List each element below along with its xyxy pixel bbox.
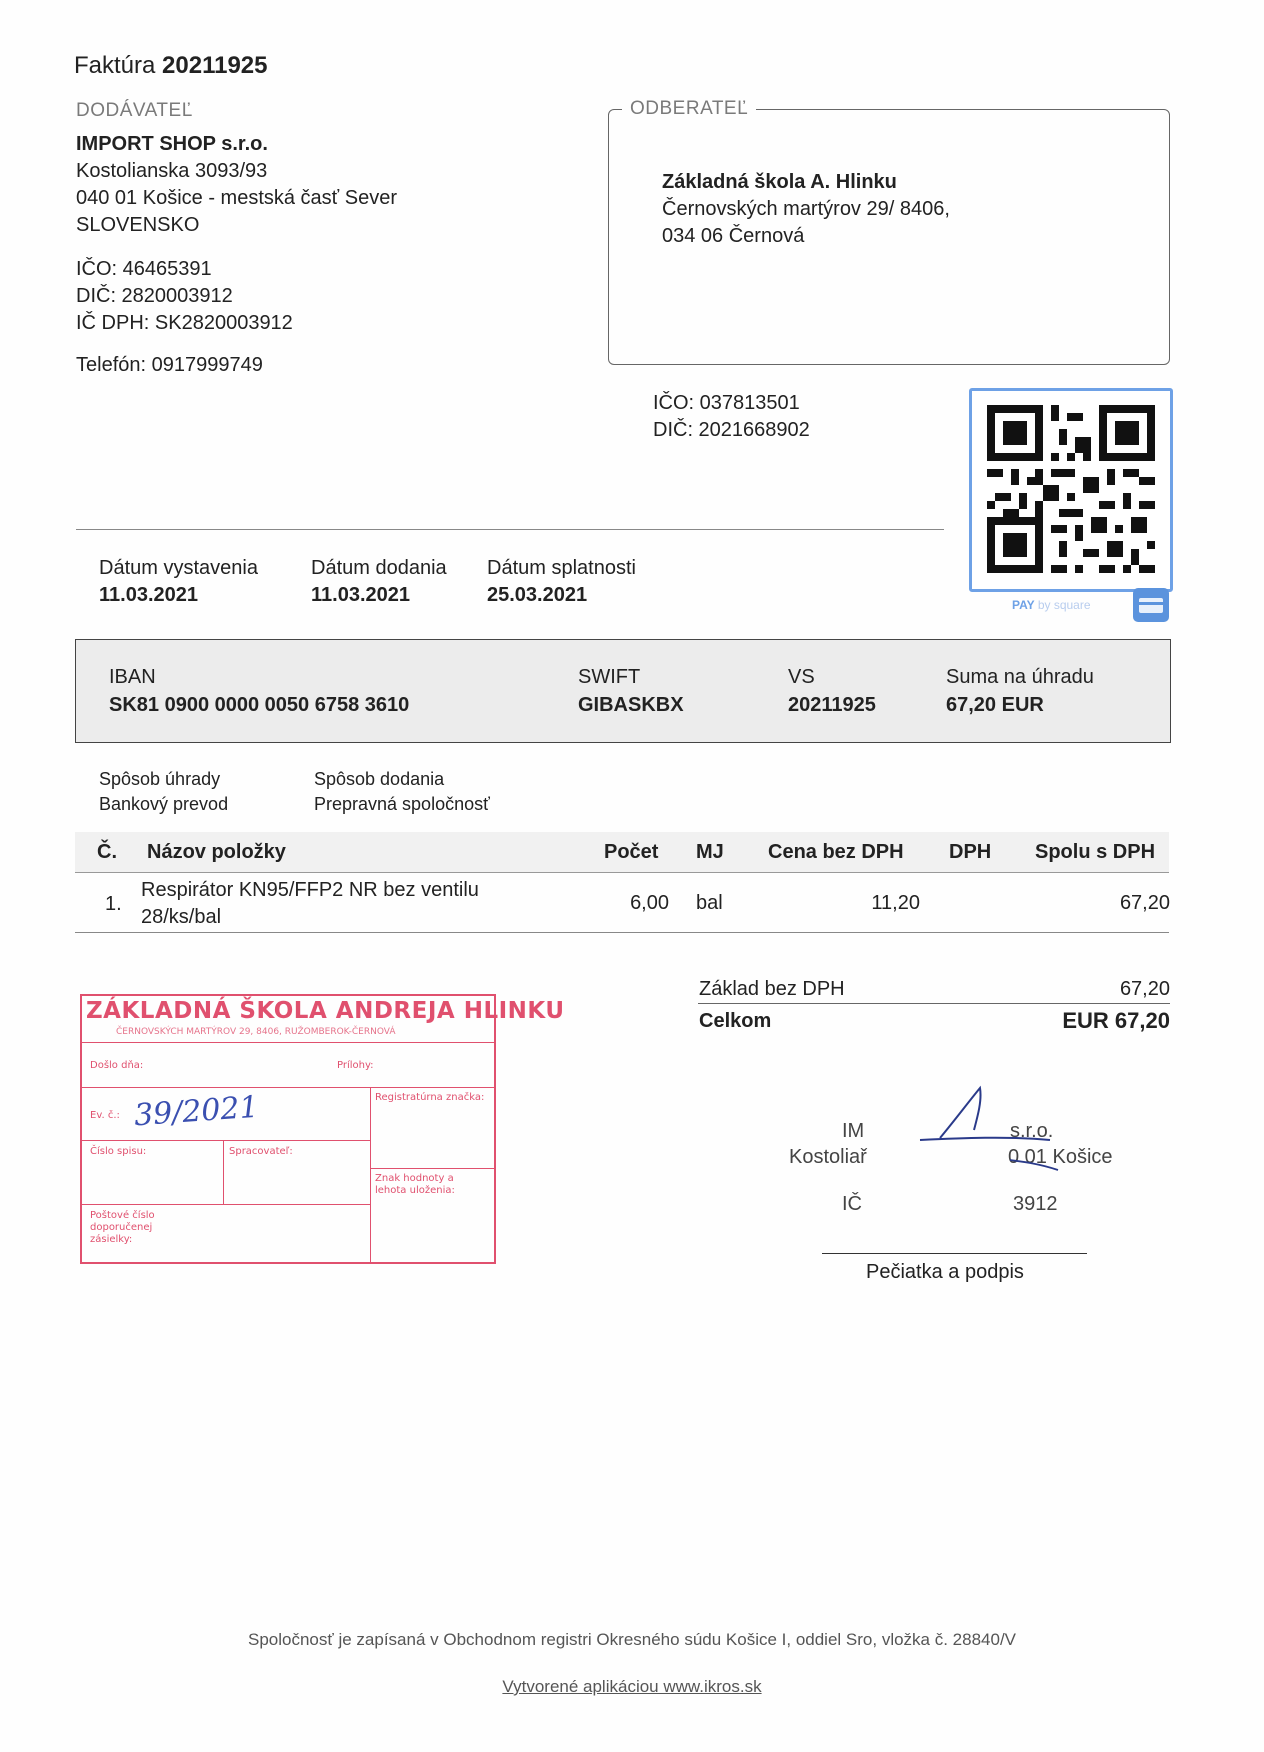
stamp-vline-mid [223, 1140, 224, 1204]
row-name-line1: Respirátor KN95/FFP2 NR bez ventilu [141, 879, 479, 901]
supplier-country: SLOVENSKO [76, 214, 200, 236]
by-square-caption: by square [1037, 598, 1091, 612]
stamp-postove: Poštové číslo doporučenej zásielky: [90, 1210, 155, 1245]
stamp-subtitle: ČERNOVSKÝCH MARTÝROV 29, 8406, RUŽOMBEROK-ČERNOVÁ [116, 1027, 396, 1037]
invoice-title [74, 52, 268, 80]
col-total: Spolu s DPH [1035, 841, 1156, 863]
col-unit: MJ [696, 841, 724, 863]
swift-value: GIBASKBX [578, 694, 684, 716]
footer-registry: Spoločnosť je zapísaná v Obchodnom registri Okresného súdu Košice I, oddiel Sro, vložka č. 28840/V [247, 1630, 1017, 1649]
row-total: 67,20 [1119, 892, 1170, 914]
stamp-rule-1 [82, 1042, 494, 1043]
col-vat: DPH [949, 841, 992, 863]
vs-value: 20211925 [788, 694, 876, 716]
pay-by-square-caption [1012, 598, 1091, 612]
customer-dic: DIČ: 2021668902 [653, 419, 810, 441]
iban-value: SK81 0900 0000 0050 6758 3610 [109, 694, 410, 716]
swift-label: SWIFT [578, 666, 641, 688]
stamp-spracovatel: Spracovateľ: [229, 1146, 293, 1157]
section-divider [76, 529, 944, 530]
date-due-label: Dátum splatnosti [487, 557, 636, 579]
customer-heading: ODBERATEĽ [622, 98, 756, 120]
sig-id-end: 3912 [1013, 1193, 1058, 1215]
handwritten-signature [900, 1080, 1060, 1180]
stamp-rule-4 [370, 1168, 494, 1169]
stamp-registratura: Registratúrna značka: [375, 1092, 485, 1103]
sig-company-end: s.r.o. [1010, 1120, 1054, 1142]
sig-address-end: 0 01 Košice [1008, 1146, 1113, 1168]
row-price: 11,20 [871, 892, 920, 914]
stamp-rule-3 [82, 1140, 370, 1141]
stamp-title: ZÁKLADNÁ ŠKOLA ANDREJA HLINKU [86, 998, 565, 1024]
customer-city: 034 06 Černová [662, 225, 805, 247]
supplier-name: IMPORT SHOP s.r.o. [76, 133, 268, 155]
supplier-city: 040 01 Košice - mestská časť Sever [76, 187, 397, 209]
payment-method-value: Bankový prevod [99, 794, 229, 814]
stamp-cislo-spisu: Číslo spisu: [90, 1146, 147, 1157]
sum-value: 67,20 EUR [946, 694, 1044, 716]
stamp-evc-handwritten: 39/2021 [132, 1089, 260, 1134]
footer-link[interactable]: Vytvorené aplikáciou www.ikros.sk [502, 1677, 762, 1696]
date-due-value: 25.03.2021 [487, 584, 588, 606]
table-header-rule [75, 872, 1169, 873]
base-value: 67,20 [1119, 978, 1170, 1000]
supplier-phone: Telefón: 0917999749 [76, 354, 263, 376]
stamp-prilohy: Prílohy: [337, 1060, 374, 1071]
row-qty: 6,00 [630, 892, 669, 914]
stamp-rule-5 [82, 1204, 370, 1205]
vs-label: VS [788, 666, 815, 688]
supplier-ico: IČO: 46465391 [76, 258, 212, 280]
date-issued-label: Dátum vystavenia [99, 557, 258, 579]
stamp-rule-2 [82, 1087, 494, 1088]
total-label: Celkom [699, 1010, 772, 1032]
col-no: Č. [97, 841, 117, 863]
stamp-vline-right [370, 1087, 371, 1262]
registry-stamp [80, 994, 565, 1264]
stamp-dosla: Došlo dňa: [90, 1060, 144, 1071]
invoice-title-prefix: Faktúra [74, 52, 156, 79]
stamp-znak: Znak hodnoty a lehota uloženia: [375, 1173, 455, 1196]
total-value: EUR 67,20 [1062, 1008, 1170, 1033]
table-bottom-rule [75, 932, 1169, 933]
col-price: Cena bez DPH [768, 841, 904, 863]
date-delivery-label: Dátum dodania [311, 557, 447, 579]
invoice-number: 20211925 [162, 52, 268, 79]
signature-caption: Pečiatka a podpis [866, 1261, 1024, 1283]
delivery-method-value: Prepravná spoločnosť [314, 794, 490, 814]
supplier-icdph: IČ DPH: SK2820003912 [76, 312, 293, 334]
row-name-line2: 28/ks/bal [141, 906, 222, 928]
supplier-dic: DIČ: 2820003912 [76, 285, 233, 307]
col-name: Názov položky [147, 841, 286, 863]
pay-caption: PAY [1012, 598, 1035, 612]
stamp-evc: Ev. č.: [90, 1110, 120, 1121]
qr-code-icon [987, 405, 1155, 573]
card-icon [1133, 588, 1169, 622]
delivery-method-label: Spôsob dodania [314, 769, 445, 789]
col-qty: Počet [604, 841, 659, 863]
date-issued-value: 11.03.2021 [99, 584, 198, 606]
customer-ico: IČO: 037813501 [653, 392, 800, 414]
supplier-heading: DODÁVATEĽ [76, 100, 193, 121]
qr-code-frame [969, 388, 1173, 592]
customer-street: Černovských martýrov 29/ 8406, [662, 198, 950, 220]
row-unit: bal [696, 892, 723, 914]
base-label: Základ bez DPH [699, 978, 845, 1000]
payment-method-label: Spôsob úhrady [99, 769, 221, 789]
totals-rule [698, 1003, 1170, 1004]
sig-company-start: IM [842, 1120, 865, 1142]
sig-id-start: IČ [842, 1193, 862, 1215]
sig-address-start: Kostoliař [789, 1146, 867, 1168]
iban-label: IBAN [109, 666, 156, 688]
payment-box [75, 639, 1171, 743]
sum-label: Suma na úhradu [946, 666, 1094, 688]
date-delivery-value: 11.03.2021 [311, 584, 410, 606]
row-no: 1. [105, 893, 122, 915]
signature-line [822, 1253, 1087, 1254]
supplier-street: Kostolianska 3093/93 [76, 160, 268, 182]
customer-name: Základná škola A. Hlinku [662, 171, 897, 193]
